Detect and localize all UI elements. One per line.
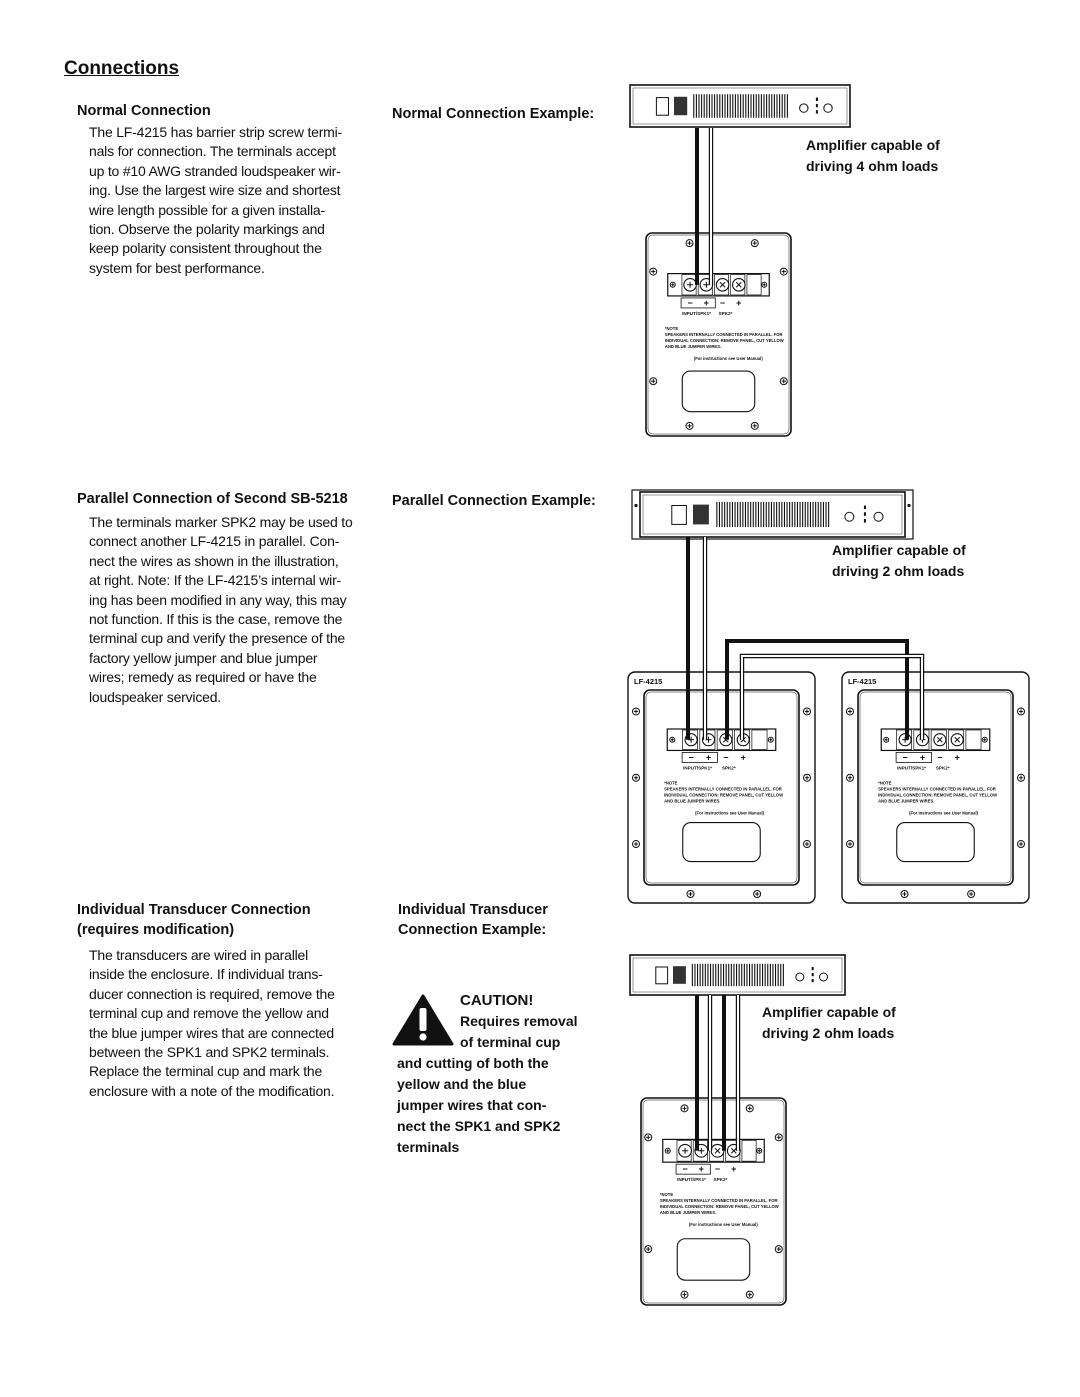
amplifier bbox=[630, 85, 850, 127]
panel-note-line: AND BLUE JUMPER WIRES. bbox=[664, 343, 722, 349]
led-indicator bbox=[812, 979, 814, 982]
polarity-label: − bbox=[723, 752, 729, 763]
terminal-cup bbox=[682, 371, 755, 412]
panel-note-line: SPEAKERS INTERNALLY CONNECTED IN PARALLEL. FOR bbox=[659, 1198, 778, 1204]
parallel-connection-body: The terminals marker SPK2 may be used to connect another LF-4215 in parallel. Con- nect the wires as shown in the illustration, at right. Note: If the LF-4215’s internal wir- ing has been modified in any way, this may not function. If this is the case, remove the terminal cup and verify the presence of the factory yellow jumper and blue jumper wires; remedy as required or have the loudspeaker serviced. bbox=[89, 514, 353, 705]
amp-badge bbox=[674, 97, 687, 115]
led-indicator bbox=[816, 104, 818, 107]
polarity-label: − bbox=[714, 1164, 721, 1175]
knob-icon bbox=[824, 104, 832, 112]
caution-title: CAUTION! bbox=[460, 992, 534, 1009]
panel-note-line: SPEAKERS INTERNALLY CONNECTED IN PARALLEL. FOR bbox=[664, 786, 782, 792]
knob-icon bbox=[800, 104, 808, 112]
manual-reference: (For instructions see User Manual) bbox=[688, 1222, 758, 1228]
power-switch bbox=[656, 98, 668, 116]
parallel-example-label: Parallel Connection Example: bbox=[392, 493, 596, 509]
panel-note-line: INDIVIDUAL CONNECTION: REMOVE PANEL, CUT YELLOW bbox=[659, 1204, 779, 1210]
panel-note-line: INDIVIDUAL CONNECTION: REMOVE PANEL, CUT YELLOW bbox=[878, 792, 998, 798]
panel-note-line: *NOTE bbox=[878, 780, 892, 786]
input-spk1-label: INPUT/SPK1* bbox=[683, 765, 712, 771]
speaker-panel bbox=[646, 233, 791, 436]
knob-icon bbox=[874, 512, 883, 521]
manual-reference: (For instructions see User Manual) bbox=[693, 355, 763, 361]
speaker-panel bbox=[641, 1098, 786, 1305]
amp-badge bbox=[693, 505, 709, 525]
led-indicator bbox=[864, 506, 866, 510]
page-title: Connections bbox=[64, 58, 180, 79]
led-indicator bbox=[812, 973, 814, 976]
polarity-label: + bbox=[698, 1164, 704, 1175]
panel-note-line: *NOTE bbox=[664, 325, 679, 331]
caution-text-1: Requires removal of terminal cup bbox=[460, 1013, 578, 1050]
polarity-label: − bbox=[902, 752, 908, 763]
amp-badge bbox=[673, 966, 686, 984]
individual-amp-caption: Amplifier capable of driving 2 ohm loads bbox=[762, 1004, 896, 1041]
polarity-label: − bbox=[937, 752, 943, 763]
parallel-amp-caption: Amplifier capable of driving 2 ohm loads bbox=[832, 542, 966, 579]
power-switch bbox=[656, 967, 668, 984]
individual-example-label: Individual Transducer Connection Example: bbox=[398, 902, 548, 938]
terminal-cup bbox=[897, 823, 975, 862]
individual-connection-body: The transducers are wired in parallel inside the enclosure. If individual trans- ducer connection is required, remove the terminal cup and remove the yellow and the blue jumper wires that are connected between the SPK1 and SPK2 terminals. Replace the terminal cup and mark the enclosure with a note of the modification. bbox=[89, 947, 335, 1099]
polarity-label: + bbox=[705, 752, 712, 763]
led-indicator bbox=[812, 967, 814, 970]
manual-reference: (For instructions see User Manual) bbox=[695, 810, 765, 816]
led-indicator bbox=[864, 512, 866, 516]
spk2-label: SPK2* bbox=[721, 765, 736, 771]
polarity-label: + bbox=[736, 297, 742, 308]
speaker-panel bbox=[628, 672, 815, 903]
input-spk1-label: INPUT/SPK1* bbox=[897, 765, 926, 771]
manual-reference: (For instructions see User Manual) bbox=[909, 810, 979, 816]
polarity-label: + bbox=[703, 297, 709, 308]
speaker-panel bbox=[842, 672, 1029, 903]
caution-text-2: and cutting of both the yellow and the blue jumper wires that con- nect the SPK1 and SPK2 terminals bbox=[397, 1055, 561, 1155]
individual-connection-heading: Individual Transducer Connection (requires modification) bbox=[77, 902, 311, 938]
spk2-label: SPK2* bbox=[718, 310, 733, 316]
knob-icon bbox=[845, 512, 854, 521]
panel-note-line: SPEAKERS INTERNALLY CONNECTED IN PARALLEL. FOR bbox=[878, 786, 996, 792]
panel-model-label: LF-4215 bbox=[848, 677, 877, 686]
polarity-label: − bbox=[688, 752, 694, 763]
panel-note-line: SPEAKERS INTERNALLY CONNECTED IN PARALLEL. FOR bbox=[664, 331, 783, 337]
polarity-label: − bbox=[682, 1164, 688, 1175]
normal-example-label: Normal Connection Example: bbox=[392, 106, 595, 122]
spk2-label: SPK2* bbox=[935, 765, 950, 771]
knob-icon bbox=[820, 973, 828, 981]
polarity-label: + bbox=[731, 1164, 737, 1175]
panel-note-line: AND BLUE JUMPER WIRES. bbox=[664, 798, 721, 804]
input-spk1-label: INPUT/SPK1* bbox=[677, 1177, 706, 1183]
polarity-label: − bbox=[719, 297, 726, 308]
polarity-label: + bbox=[954, 752, 960, 763]
amplifier bbox=[632, 490, 913, 539]
panel-note-line: *NOTE bbox=[659, 1192, 674, 1198]
normal-amp-caption: Amplifier capable of driving 4 ohm loads bbox=[806, 137, 940, 174]
input-spk1-label: INPUT/SPK1* bbox=[682, 310, 711, 316]
polarity-label: + bbox=[740, 752, 746, 763]
knob-icon bbox=[796, 973, 804, 981]
polarity-label: − bbox=[687, 297, 693, 308]
parallel-connection-heading: Parallel Connection of Second SB-5218 bbox=[77, 491, 348, 507]
normal-connection-heading: Normal Connection bbox=[77, 103, 211, 119]
led-indicator bbox=[864, 519, 866, 523]
spk2-label: SPK2* bbox=[713, 1177, 728, 1183]
led-indicator bbox=[816, 98, 818, 101]
panel-note-line: AND BLUE JUMPER WIRES. bbox=[878, 798, 935, 804]
panel-note-line: INDIVIDUAL CONNECTION: REMOVE PANEL, CUT YELLOW bbox=[664, 792, 784, 798]
panel-model-label: LF-4215 bbox=[634, 677, 663, 686]
terminal-cup bbox=[683, 823, 761, 862]
power-switch bbox=[672, 506, 687, 525]
amplifier bbox=[630, 955, 845, 995]
normal-connection-body: The LF-4215 has barrier strip screw termi- nals for connection. The terminals accept up to #10 AWG stranded loudspeaker wir- ing. Use the largest wire size and shortest wire length possible for a given installa- tion. Observe the polarity markings and keep polarity consistent throughout the system for best performance. bbox=[89, 124, 343, 276]
terminal-cup bbox=[677, 1239, 750, 1280]
panel-note-line: *NOTE bbox=[664, 780, 678, 786]
polarity-label: + bbox=[919, 752, 926, 763]
panel-note-line: AND BLUE JUMPER WIRES. bbox=[659, 1210, 717, 1216]
panel-note-line: INDIVIDUAL CONNECTION: REMOVE PANEL, CUT YELLOW bbox=[664, 337, 784, 343]
led-indicator bbox=[816, 110, 818, 113]
